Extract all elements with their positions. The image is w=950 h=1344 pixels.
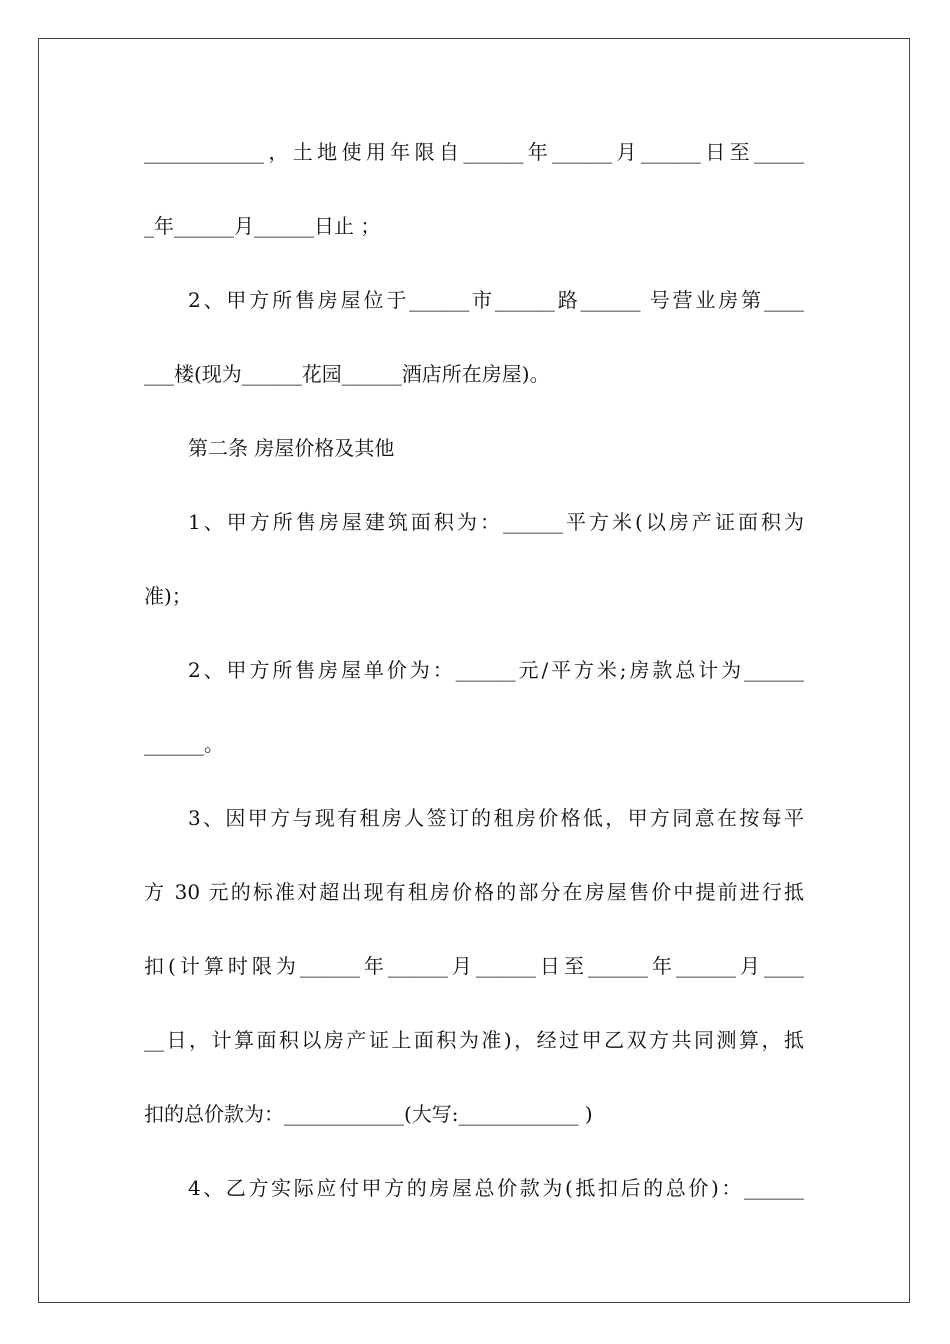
text-line-house-location-cont: ___楼(现为______花园______酒店所在房屋)。 bbox=[144, 362, 550, 386]
text-line-deduction-3: 扣(计算时限为______年______月______日至______年______月____ bbox=[144, 954, 804, 978]
text-line-unit-price: 2、甲方所售房屋单价为：______元/平方米;房款总计为______ bbox=[188, 658, 804, 682]
text-line-floor-area: 1、甲方所售房屋建筑面积为：______平方米(以房产证面积为 bbox=[188, 510, 804, 534]
text-line-actual-payment: 4、乙方实际应付甲方的房屋总价款为(抵扣后的总价)：______ bbox=[188, 1176, 804, 1200]
text-line-floor-area-cont: 准)； bbox=[144, 584, 192, 608]
text-line-house-location: 2、甲方所售房屋位于______市______路______ 号营业房第____ bbox=[188, 288, 804, 312]
text-line-land-use-end: _年______月______日止 ； bbox=[144, 214, 381, 238]
text-line-land-use-term: ____________，土地使用年限自______年______月______日至_____ bbox=[144, 140, 804, 164]
text-line-deduction-1: 3、因甲方与现有租房人签订的租房价格低，甲方同意在按每平 bbox=[188, 806, 804, 830]
document-body bbox=[144, 126, 804, 1236]
text-line-unit-price-cont: ______。 bbox=[144, 732, 224, 756]
section-heading-article-2: 第二条 房屋价格及其他 bbox=[188, 436, 395, 460]
text-line-deduction-4: __日，计算面积以房产证上面积为准)，经过甲乙双方共同测算，抵 bbox=[144, 1028, 804, 1052]
text-line-deduction-2: 方 30 元的标准对超出现有租房价格的部分在房屋售价中提前进行抵 bbox=[144, 880, 804, 904]
text-line-deduction-total: 扣的总价款为：____________(大写:____________ ) bbox=[144, 1102, 593, 1126]
